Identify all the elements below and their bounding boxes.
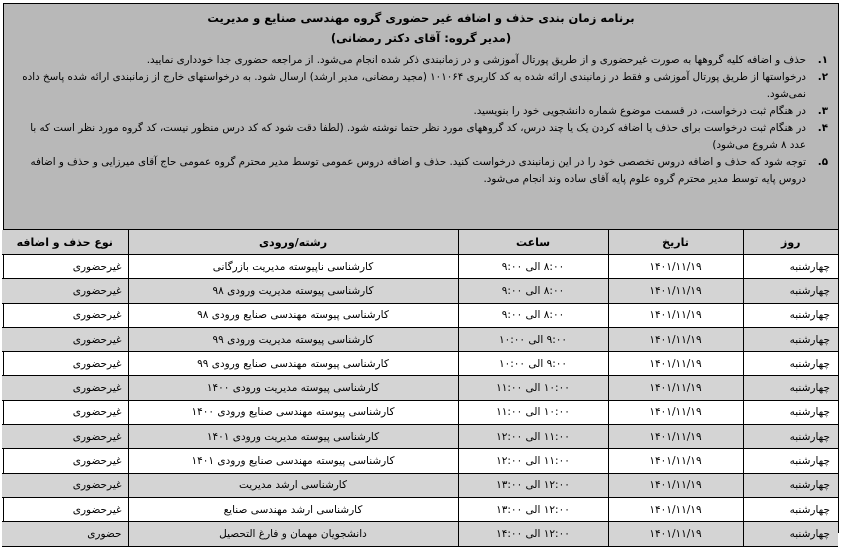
cell-time: ۱۱:۰۰ الی ۱۲:۰۰ — [458, 425, 608, 449]
table-row — [2, 327, 838, 351]
cell-program: کارشناسی پیوسته مهندسی صنایع ورودی ۱۴۰۱ — [128, 449, 458, 473]
table-row — [2, 352, 838, 376]
instruction-number: ۲. — [817, 71, 828, 83]
cell-program: کارشناسی پیوسته مهندسی صنایع ورودی ۹۸ — [128, 303, 458, 327]
table-row — [2, 303, 838, 327]
instruction-text: توجه شود که حذف و اضافه دروس تخصصی خود را در این زمانبندی درخواست کنید. حذف و اضافه دروس عمومی توسط مدیر محترم گروه عمومی حاج آقای میرزایی و حذف و اضافه دروس پایه توسط مدیر محترم گروه علوم پایه آقای ساده وند انجام می‌شود. — [30, 156, 806, 185]
schedule-table — [2, 230, 838, 547]
cell-type: غیرحضوری — [2, 352, 128, 376]
cell-date: ۱۴۰۱/۱۱/۱۹ — [608, 279, 743, 303]
cell-type: غیرحضوری — [2, 327, 128, 351]
header-date: تاریخ — [608, 230, 743, 255]
cell-program: کارشناسی پیوسته مهندسی صنایع ورودی ۱۴۰۰ — [128, 400, 458, 424]
cell-program: کارشناسی ارشد مدیریت — [128, 473, 458, 497]
cell-day: چهارشنبه — [743, 522, 838, 546]
cell-date: ۱۴۰۱/۱۱/۱۹ — [608, 327, 743, 351]
cell-program: کارشناسی پیوسته مدیریت ورودی ۹۸ — [128, 279, 458, 303]
instruction-text: در هنگام ثبت درخواست برای حذف یا اضافه کردن یک یا چند درس، کد گروههای مورد نظر حتما نوشته شود. (لطفا دقت شود که کد درس منظور نیست، کد گروه مورد نظر است که با عدد ۸ شروع می‌شود) — [30, 122, 806, 151]
table-row — [2, 473, 838, 497]
instruction-item — [14, 154, 828, 188]
table-row — [2, 522, 838, 546]
cell-date: ۱۴۰۱/۱۱/۱۹ — [608, 473, 743, 497]
cell-date: ۱۴۰۱/۱۱/۱۹ — [608, 400, 743, 424]
table-row — [2, 255, 838, 279]
cell-day: چهارشنبه — [743, 449, 838, 473]
cell-day: چهارشنبه — [743, 473, 838, 497]
cell-date: ۱۴۰۱/۱۱/۱۹ — [608, 376, 743, 400]
cell-time: ۱۲:۰۰ الی ۱۳:۰۰ — [458, 473, 608, 497]
instruction-number: ۵. — [817, 156, 828, 168]
cell-time: ۹:۰۰ الی ۱۰:۰۰ — [458, 327, 608, 351]
header-type: نوع حذف و اضافه — [2, 230, 128, 255]
instruction-item — [14, 69, 828, 103]
header-day: روز — [743, 230, 838, 255]
table-row — [2, 449, 838, 473]
cell-date: ۱۴۰۱/۱۱/۱۹ — [608, 449, 743, 473]
schedule-sheet — [3, 3, 839, 540]
cell-day: چهارشنبه — [743, 400, 838, 424]
cell-program: کارشناسی ناپیوسته مدیریت بازرگانی — [128, 255, 458, 279]
cell-day: چهارشنبه — [743, 352, 838, 376]
instruction-text: درخواستها از طریق پورتال آموزشی و فقط در زمانبندی ارائه شده به کد کاربری ۱۰۱۰۶۴ (مجید رمضانی، مدیر ارشد) ارسال شود. به درخواستهای خارج از زمانبندی ارائه شده پاسخ داده نمی‌شود. — [22, 71, 806, 100]
page-subtitle: (مدیر گروه: آقای دکتر رمضانی) — [330, 31, 512, 45]
instruction-number: ۳. — [817, 105, 828, 117]
instruction-text: حذف و اضافه کلیه گروهها به صورت غیرحضوری و از طریق پورتال آموزشی و در زمانبندی ذکر شده انجام می‌شود. از مراجعه حضوری جدا خودداری نمایید. — [146, 54, 806, 66]
instruction-number: ۱. — [817, 54, 828, 66]
cell-type: غیرحضوری — [2, 376, 128, 400]
instruction-text: در هنگام ثبت درخواست، در قسمت موضوع شماره دانشجویی خود را بنویسید. — [473, 105, 806, 117]
header-time: ساعت — [458, 230, 608, 255]
table-row — [2, 425, 838, 449]
cell-day: چهارشنبه — [743, 303, 838, 327]
cell-time: ۱۰:۰۰ الی ۱۱:۰۰ — [458, 376, 608, 400]
cell-type: غیرحضوری — [2, 473, 128, 497]
table-row — [2, 497, 838, 521]
cell-program: کارشناسی پیوسته مدیریت ورودی ۱۴۰۰ — [128, 376, 458, 400]
cell-type: حضوری — [2, 522, 128, 546]
cell-time: ۸:۰۰ الی ۹:۰۰ — [458, 303, 608, 327]
cell-time: ۱۰:۰۰ الی ۱۱:۰۰ — [458, 400, 608, 424]
cell-date: ۱۴۰۱/۱۱/۱۹ — [608, 352, 743, 376]
cell-day: چهارشنبه — [743, 255, 838, 279]
cell-time: ۱۲:۰۰ الی ۱۴:۰۰ — [458, 522, 608, 546]
instructions-list — [14, 52, 828, 188]
notice-panel — [4, 4, 838, 230]
cell-day: چهارشنبه — [743, 327, 838, 351]
cell-day: چهارشنبه — [743, 425, 838, 449]
cell-type: غیرحضوری — [2, 497, 128, 521]
cell-date: ۱۴۰۱/۱۱/۱۹ — [608, 425, 743, 449]
cell-type: غیرحضوری — [2, 255, 128, 279]
cell-time: ۱۱:۰۰ الی ۱۲:۰۰ — [458, 449, 608, 473]
cell-date: ۱۴۰۱/۱۱/۱۹ — [608, 255, 743, 279]
cell-date: ۱۴۰۱/۱۱/۱۹ — [608, 522, 743, 546]
table-header-row — [2, 230, 838, 255]
cell-program: کارشناسی ارشد مهندسی صنایع — [128, 497, 458, 521]
instruction-item — [14, 120, 828, 154]
cell-type: غیرحضوری — [2, 303, 128, 327]
cell-program: کارشناسی پیوسته مهندسی صنایع ورودی ۹۹ — [128, 352, 458, 376]
cell-time: ۹:۰۰ الی ۱۰:۰۰ — [458, 352, 608, 376]
cell-day: چهارشنبه — [743, 497, 838, 521]
table-row — [2, 376, 838, 400]
header-program: رشته/ورودی — [128, 230, 458, 255]
instruction-item — [14, 52, 828, 69]
cell-time: ۸:۰۰ الی ۹:۰۰ — [458, 279, 608, 303]
cell-type: غیرحضوری — [2, 279, 128, 303]
cell-program: دانشجویان مهمان و فارغ التحصیل — [128, 522, 458, 546]
instruction-item — [14, 103, 828, 120]
cell-day: چهارشنبه — [743, 279, 838, 303]
cell-type: غیرحضوری — [2, 449, 128, 473]
cell-program: کارشناسی پیوسته مدیریت ورودی ۹۹ — [128, 327, 458, 351]
cell-type: غیرحضوری — [2, 400, 128, 424]
cell-program: کارشناسی پیوسته مدیریت ورودی ۱۴۰۱ — [128, 425, 458, 449]
page-title: برنامه زمان بندی حذف و اضافه غیر حضوری گروه مهندسی صنایع و مدیریت — [207, 11, 635, 25]
cell-day: چهارشنبه — [743, 376, 838, 400]
cell-type: غیرحضوری — [2, 425, 128, 449]
cell-date: ۱۴۰۱/۱۱/۱۹ — [608, 497, 743, 521]
table-body — [2, 255, 838, 547]
instruction-number: ۴. — [817, 122, 828, 134]
table-row — [2, 279, 838, 303]
table-row — [2, 400, 838, 424]
cell-time: ۸:۰۰ الی ۹:۰۰ — [458, 255, 608, 279]
cell-date: ۱۴۰۱/۱۱/۱۹ — [608, 303, 743, 327]
cell-time: ۱۲:۰۰ الی ۱۳:۰۰ — [458, 497, 608, 521]
